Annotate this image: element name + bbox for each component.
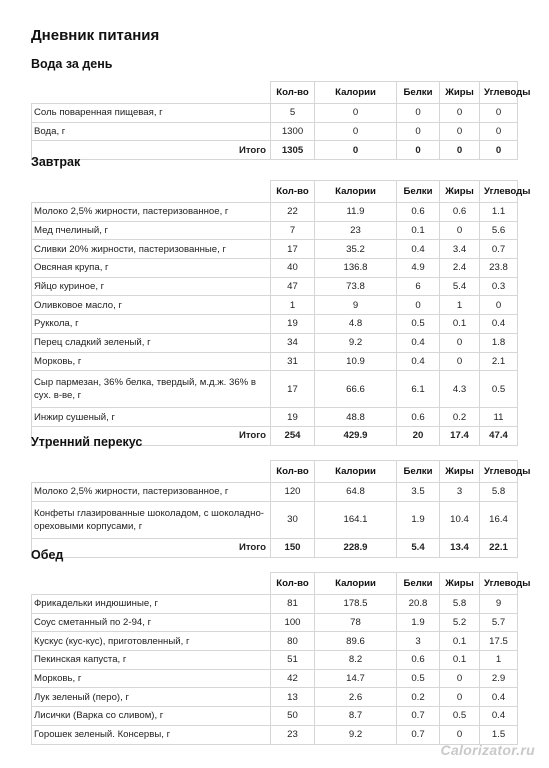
food-name: Морковь, г <box>32 669 271 688</box>
food-name: Инжир сушеный, г <box>32 408 271 427</box>
food-name: Пекинская капуста, г <box>32 651 271 670</box>
column-header: Калории <box>315 181 397 203</box>
value-cell-cal: 178.5 <box>315 595 397 614</box>
total-cell-qty: 1305 <box>271 141 315 160</box>
food-name: Сливки 20% жирности, пастеризованные, г <box>32 240 271 259</box>
value-cell-qty: 1 <box>271 296 315 315</box>
food-name: Молоко 2,5% жирности, пастеризованное, г <box>32 483 271 502</box>
food-name: Морковь, г <box>32 352 271 371</box>
value-cell-carb: 1.1 <box>480 203 518 222</box>
section-title: Вода за день <box>31 57 113 71</box>
value-cell-fat: 0 <box>440 688 480 707</box>
value-cell-cal: 14.7 <box>315 669 397 688</box>
total-cell-cal: 429.9 <box>315 426 397 445</box>
food-name: Сыр пармезан, 36% белка, твердый, м.д.ж. 36% в сух. в-ве, г <box>32 371 271 408</box>
column-header: Кол-во <box>271 181 315 203</box>
column-header: Калории <box>315 461 397 483</box>
value-cell-cal: 8.7 <box>315 707 397 726</box>
value-cell-fat: 2.4 <box>440 259 480 278</box>
table-row <box>32 203 518 222</box>
value-cell-qty: 42 <box>271 669 315 688</box>
total-cell-prot: 5.4 <box>397 538 440 557</box>
table-row <box>32 408 518 427</box>
value-cell-prot: 0.5 <box>397 315 440 334</box>
total-cell-qty: 254 <box>271 426 315 445</box>
value-cell-carb: 5.6 <box>480 221 518 240</box>
value-cell-fat: 0.6 <box>440 203 480 222</box>
value-cell-fat: 0 <box>440 122 480 141</box>
total-cell-cal: 0 <box>315 141 397 160</box>
table-row <box>32 315 518 334</box>
value-cell-prot: 0.6 <box>397 651 440 670</box>
value-cell-cal: 0 <box>315 104 397 123</box>
food-name: Лисички (Варка со сливом), г <box>32 707 271 726</box>
food-name: Фрикадельки индюшиные, г <box>32 595 271 614</box>
header-blank-cell <box>32 461 271 483</box>
value-cell-fat: 0.5 <box>440 707 480 726</box>
value-cell-fat: 5.8 <box>440 595 480 614</box>
value-cell-qty: 120 <box>271 483 315 502</box>
value-cell-carb: 11 <box>480 408 518 427</box>
value-cell-fat: 3.4 <box>440 240 480 259</box>
watermark: Calorizator.ru <box>440 742 535 758</box>
value-cell-prot: 0.1 <box>397 221 440 240</box>
value-cell-prot: 6 <box>397 277 440 296</box>
column-header: Кол-во <box>271 573 315 595</box>
value-cell-carb: 0 <box>480 296 518 315</box>
column-header: Белки <box>397 573 440 595</box>
value-cell-carb: 1.8 <box>480 333 518 352</box>
food-name: Лук зеленый (перо), г <box>32 688 271 707</box>
nutrition-table <box>31 460 531 558</box>
value-cell-fat: 5.2 <box>440 613 480 632</box>
value-cell-carb: 16.4 <box>480 501 518 538</box>
value-cell-prot: 1.9 <box>397 501 440 538</box>
table-row <box>32 501 518 538</box>
section-title: Утренний перекус <box>31 435 143 449</box>
value-cell-qty: 17 <box>271 240 315 259</box>
value-cell-qty: 50 <box>271 707 315 726</box>
header-blank-cell <box>32 82 271 104</box>
food-name: Конфеты глазированные шоколадом, с шоколадно-ореховыми корпусами, г <box>32 501 271 538</box>
total-cell-cal: 228.9 <box>315 538 397 557</box>
table-row <box>32 483 518 502</box>
value-cell-cal: 2.6 <box>315 688 397 707</box>
value-cell-carb: 23.8 <box>480 259 518 278</box>
value-cell-qty: 30 <box>271 501 315 538</box>
total-cell-fat: 13.4 <box>440 538 480 557</box>
value-cell-cal: 78 <box>315 613 397 632</box>
value-cell-qty: 80 <box>271 632 315 651</box>
value-cell-fat: 0 <box>440 669 480 688</box>
value-cell-carb: 0 <box>480 104 518 123</box>
value-cell-carb: 0.3 <box>480 277 518 296</box>
value-cell-qty: 100 <box>271 613 315 632</box>
value-cell-qty: 40 <box>271 259 315 278</box>
value-cell-cal: 89.6 <box>315 632 397 651</box>
value-cell-fat: 10.4 <box>440 501 480 538</box>
value-cell-prot: 0.7 <box>397 707 440 726</box>
value-cell-qty: 31 <box>271 352 315 371</box>
total-label: Итого <box>32 426 271 445</box>
value-cell-fat: 0.2 <box>440 408 480 427</box>
value-cell-qty: 47 <box>271 277 315 296</box>
total-cell-fat: 17.4 <box>440 426 480 445</box>
value-cell-prot: 0.6 <box>397 408 440 427</box>
value-cell-carb: 1.5 <box>480 725 518 744</box>
value-cell-carb: 0.4 <box>480 688 518 707</box>
value-cell-fat: 4.3 <box>440 371 480 408</box>
food-name: Соус сметанный по 2-94, г <box>32 613 271 632</box>
value-cell-prot: 20.8 <box>397 595 440 614</box>
total-label: Итого <box>32 141 271 160</box>
food-name: Горошек зеленый. Консервы, г <box>32 725 271 744</box>
food-name: Мед пчелиный, г <box>32 221 271 240</box>
value-cell-carb: 0.4 <box>480 707 518 726</box>
value-cell-qty: 19 <box>271 315 315 334</box>
column-header: Углеводы <box>480 573 518 595</box>
value-cell-carb: 5.7 <box>480 613 518 632</box>
total-cell-carb: 0 <box>480 141 518 160</box>
value-cell-carb: 0.7 <box>480 240 518 259</box>
value-cell-carb: 2.1 <box>480 352 518 371</box>
table-row <box>32 371 518 408</box>
section-title: Обед <box>31 548 64 562</box>
value-cell-prot: 0.4 <box>397 352 440 371</box>
value-cell-fat: 3 <box>440 483 480 502</box>
column-header: Жиры <box>440 181 480 203</box>
table-row <box>32 707 518 726</box>
column-header: Белки <box>397 461 440 483</box>
table-row <box>32 632 518 651</box>
nutrition-table <box>31 572 531 745</box>
header-blank-cell <box>32 181 271 203</box>
food-name: Вода, г <box>32 122 271 141</box>
food-name: Кускус (кус-кус), приготовленный, г <box>32 632 271 651</box>
value-cell-prot: 0.4 <box>397 333 440 352</box>
value-cell-carb: 5.8 <box>480 483 518 502</box>
header-blank-cell <box>32 573 271 595</box>
value-cell-fat: 0.1 <box>440 651 480 670</box>
table-row <box>32 104 518 123</box>
value-cell-fat: 0 <box>440 221 480 240</box>
value-cell-cal: 11.9 <box>315 203 397 222</box>
value-cell-carb: 1 <box>480 651 518 670</box>
column-header: Жиры <box>440 461 480 483</box>
value-cell-carb: 0 <box>480 122 518 141</box>
table-row <box>32 240 518 259</box>
column-header: Жиры <box>440 573 480 595</box>
value-cell-fat: 1 <box>440 296 480 315</box>
value-cell-prot: 0.4 <box>397 240 440 259</box>
food-name: Соль поваренная пищевая, г <box>32 104 271 123</box>
page-title: Дневник питания <box>31 27 160 44</box>
value-cell-cal: 164.1 <box>315 501 397 538</box>
table-header-row <box>32 461 518 483</box>
value-cell-qty: 5 <box>271 104 315 123</box>
column-header: Калории <box>315 573 397 595</box>
value-cell-prot: 4.9 <box>397 259 440 278</box>
value-cell-qty: 19 <box>271 408 315 427</box>
value-cell-qty: 1300 <box>271 122 315 141</box>
total-cell-carb: 47.4 <box>480 426 518 445</box>
value-cell-carb: 2.9 <box>480 669 518 688</box>
value-cell-cal: 8.2 <box>315 651 397 670</box>
value-cell-cal: 35.2 <box>315 240 397 259</box>
section-title: Завтрак <box>31 155 81 169</box>
column-header: Белки <box>397 181 440 203</box>
value-cell-fat: 0 <box>440 352 480 371</box>
column-header: Калории <box>315 82 397 104</box>
total-label: Итого <box>32 538 271 557</box>
value-cell-carb: 0.4 <box>480 315 518 334</box>
value-cell-cal: 0 <box>315 122 397 141</box>
table-header-row <box>32 573 518 595</box>
value-cell-cal: 73.8 <box>315 277 397 296</box>
table-row <box>32 122 518 141</box>
value-cell-cal: 9 <box>315 296 397 315</box>
value-cell-fat: 0 <box>440 725 480 744</box>
table-header-row <box>32 82 518 104</box>
value-cell-qty: 13 <box>271 688 315 707</box>
table-row <box>32 296 518 315</box>
table-row <box>32 352 518 371</box>
column-header: Жиры <box>440 82 480 104</box>
column-header: Углеводы <box>480 461 518 483</box>
value-cell-qty: 23 <box>271 725 315 744</box>
value-cell-qty: 7 <box>271 221 315 240</box>
value-cell-cal: 9.2 <box>315 725 397 744</box>
table-row <box>32 669 518 688</box>
value-cell-cal: 9.2 <box>315 333 397 352</box>
table-row <box>32 221 518 240</box>
value-cell-prot: 3 <box>397 632 440 651</box>
value-cell-fat: 0 <box>440 104 480 123</box>
total-cell-prot: 20 <box>397 426 440 445</box>
value-cell-prot: 0.7 <box>397 725 440 744</box>
column-header: Углеводы <box>480 82 518 104</box>
value-cell-cal: 23 <box>315 221 397 240</box>
table-row <box>32 688 518 707</box>
value-cell-prot: 0.5 <box>397 669 440 688</box>
table-row <box>32 277 518 296</box>
total-cell-fat: 0 <box>440 141 480 160</box>
value-cell-fat: 0 <box>440 333 480 352</box>
value-cell-prot: 0.2 <box>397 688 440 707</box>
value-cell-cal: 136.8 <box>315 259 397 278</box>
value-cell-carb: 17.5 <box>480 632 518 651</box>
value-cell-cal: 10.9 <box>315 352 397 371</box>
column-header: Углеводы <box>480 181 518 203</box>
value-cell-cal: 64.8 <box>315 483 397 502</box>
column-header: Кол-во <box>271 461 315 483</box>
food-name: Молоко 2,5% жирности, пастеризованное, г <box>32 203 271 222</box>
food-name: Руккола, г <box>32 315 271 334</box>
value-cell-cal: 4.8 <box>315 315 397 334</box>
food-name: Овсяная крупа, г <box>32 259 271 278</box>
column-header: Кол-во <box>271 82 315 104</box>
table-row <box>32 613 518 632</box>
value-cell-fat: 0.1 <box>440 632 480 651</box>
nutrition-table <box>31 81 531 160</box>
total-cell-qty: 150 <box>271 538 315 557</box>
value-cell-fat: 0.1 <box>440 315 480 334</box>
total-cell-prot: 0 <box>397 141 440 160</box>
value-cell-prot: 0 <box>397 104 440 123</box>
nutrition-table <box>31 180 531 446</box>
total-row <box>32 538 518 557</box>
food-name: Перец сладкий зеленый, г <box>32 333 271 352</box>
value-cell-carb: 9 <box>480 595 518 614</box>
value-cell-prot: 0 <box>397 296 440 315</box>
value-cell-qty: 17 <box>271 371 315 408</box>
value-cell-qty: 22 <box>271 203 315 222</box>
value-cell-prot: 6.1 <box>397 371 440 408</box>
column-header: Белки <box>397 82 440 104</box>
value-cell-qty: 34 <box>271 333 315 352</box>
value-cell-carb: 0.5 <box>480 371 518 408</box>
value-cell-qty: 51 <box>271 651 315 670</box>
food-name: Яйцо куриное, г <box>32 277 271 296</box>
table-header-row <box>32 181 518 203</box>
food-name: Оливковое масло, г <box>32 296 271 315</box>
value-cell-prot: 0 <box>397 122 440 141</box>
table-row <box>32 651 518 670</box>
value-cell-fat: 5.4 <box>440 277 480 296</box>
value-cell-prot: 0.6 <box>397 203 440 222</box>
value-cell-qty: 81 <box>271 595 315 614</box>
total-cell-carb: 22.1 <box>480 538 518 557</box>
table-row <box>32 333 518 352</box>
value-cell-cal: 66.6 <box>315 371 397 408</box>
total-row <box>32 141 518 160</box>
table-row <box>32 595 518 614</box>
value-cell-cal: 48.8 <box>315 408 397 427</box>
table-row <box>32 259 518 278</box>
value-cell-prot: 1.9 <box>397 613 440 632</box>
value-cell-prot: 3.5 <box>397 483 440 502</box>
